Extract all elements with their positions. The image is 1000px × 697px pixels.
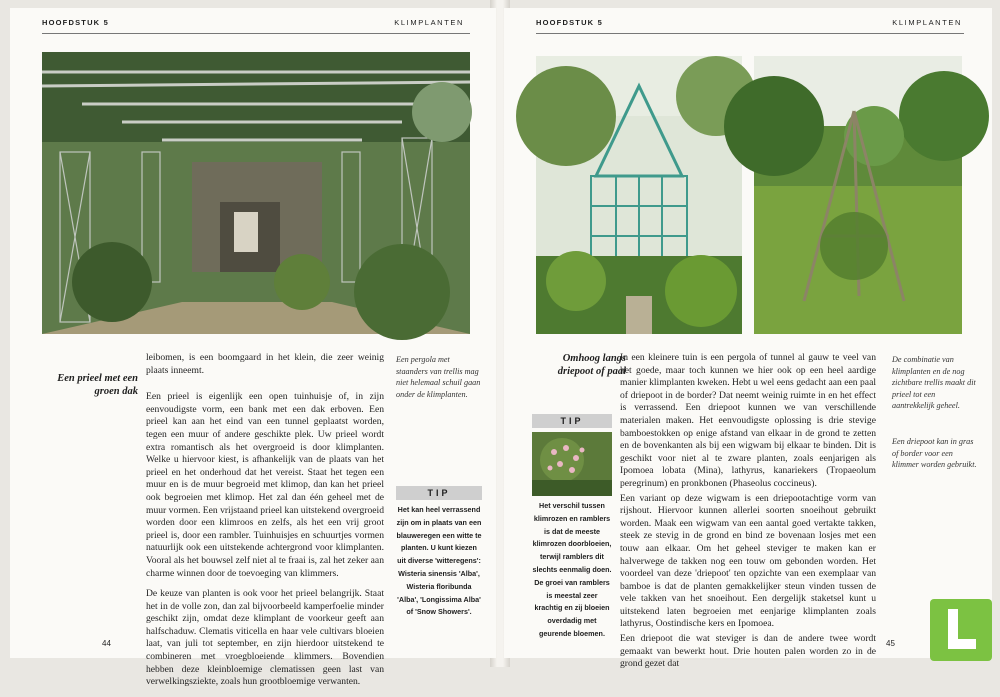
tip-text: Het verschil tussen klimrozen en ramblers is dat de meeste klimrozen doorbloeien, terwijl ramblers dit slechts eenmalig doen. De groei van ramblers is meestal zeer krachtig en zij bloeien overdadig met geurende bloemen. <box>532 501 612 638</box>
photo-caption: Een pergola met staanders van trellis mag niet helemaal schuil gaan onder de klimplanten. <box>396 355 481 399</box>
caption-trellis: De combinatie van klimplanten en de nog zichtbare trellis maakt dit prieel tot een aantrekkelijk geheel. <box>892 355 976 410</box>
header-rule <box>42 33 470 34</box>
left-page <box>10 8 496 688</box>
header-chapter: HOOFDSTUK 5 <box>536 18 603 27</box>
page-number: 45 <box>886 639 895 648</box>
logo-mark <box>948 639 976 649</box>
right-page <box>504 8 992 670</box>
caption-tripod: Een driepoot kan in gras of border voor een klimmer worden gebruikt. <box>892 437 977 469</box>
left-body-text <box>146 352 384 697</box>
tip-label: TIP <box>532 414 612 428</box>
right-body-text <box>620 352 876 679</box>
header-chapter: HOOFDSTUK 5 <box>42 18 109 27</box>
side-heading: Een prieel met een groen dak <box>57 373 138 397</box>
side-heading: Omhoog langs driepoot of paal <box>557 353 626 377</box>
intro-line: leibomen, is een boomgaard in het klein, die zeer weinig plaats inneemt. <box>146 352 384 376</box>
publisher-logo <box>930 599 992 661</box>
paragraph: Een driepoot die wat steviger is dan de andere twee wordt gemaakt van bewerkt hout. Drie houten palen worden zo in de grond gezet dat <box>620 633 876 670</box>
header-rule <box>536 33 964 34</box>
paragraph: Een variant op deze wigwam is een driepootachtige vorm van rijshout. Hiervoor kunnen allerlei soorten snoeihout gebruikt worden. Maak een wigwam van een aantal goed vertakte takken, steek ze stevig in de grond en bind ze bovenaan losjes met een touw aan elkaar. Om het geheel steviger te maken kan er halverwege de takken nog een touw om gebonden worden. Het voordeel van deze 'driepoot' ten opzichte van een exemplaar van bamboe is dat de planten gemakkelijker steun vinden tussen de vele takken van het snoeihout. Een dergelijk staketsel kunt u uitstekend laten begroeien met eenjarige klimplanten zoals lathyrus, Oostindische kers en Ipomoea. <box>620 492 876 630</box>
paragraph: Een prieel is eigenlijk een open tuinhuisje of, in zijn eenvoudigste vorm, een bank met een dak erboven. Een prieel kan aan het eind van een tunnel geplaatst worden, tegen een muur of andere geschikte plek. Uw prieel wordt extra romantisch als het overgroeid is door klimplanten. Welke u hiervoor kiest, is afhankelijk van de plaats van het prieel en het onderhoud dat het vereist. Staat het tegen een muur en is de muur begroeid met klimop, dan kan het prieel ook begroeien met klimop. Het zal dan één geheel met de muur vormen. Een vrijstaand prieel kan uitstekend overgroeid worden door een klimroos en zelfs, als het een vrij groot prieel is, door een rambler. Tuinhuisjes en schuurtjes vormen natuurlijk ook een uitstekende achtergrond voor klimplanten. Vooral als het bouwsel zelf niet al te fraai is, zal het zeker aan charme winnen door de toevoeging van klimmers. <box>146 391 384 579</box>
pergola-photo <box>42 52 470 334</box>
tripod-photo <box>754 56 962 334</box>
tip-text: Het kan heel verrassend zijn om in plaats van een blauweregen een witte te planten. U kunt kiezen uit diverse 'witteregens': Wisteria sinensis 'Alba', Wisteria floribunda 'Alba', 'Longissima Alba' of 'Snow Showers'. <box>396 505 482 617</box>
roses-photo <box>532 432 612 496</box>
tip-box <box>396 486 482 619</box>
trellis-arbour-photo <box>536 56 742 334</box>
paragraph: De keuze van planten is ook voor het prieel belangrijk. Staat het in de volle zon, dan zal bijvoorbeeld kamperfoelie minder geschikt zijn, omdat deze klimplant de voorkeur geeft aan halfschaduw. Clematis viticella en haar vele cultivars bloeien laat, van juli tot september, en zijn hierdoor uitstekend te combineren met vroegbloeiende klimmers. Bovendien hebben deze kleinbloemige clematissen geen last van verwelkingsziekte, zoals hun grootbloemige verwanten. <box>146 588 384 688</box>
tip-box <box>532 414 612 641</box>
paragraph: In een kleinere tuin is een pergola of tunnel al gauw te veel van het goede, maar toch kunnen we hier ook op een heel aardige manier klimplanten kweken. Hebt u wel eens gedacht aan een paal of driepoot in de border? Dat neemt weinig ruimte in en het effect is verrassend. Een driepoot kunnen we van verschillende materialen maken. Het eenvoudigste oplossing is drie stevige bamboestokken op enige afstand van elkaar in de grond te zetten en de bovenkanten als bij een wigwam bij elkaar te binden. Dit is geschikt voor niet al te zware planten, zoals eenjarigen als Ipomoea lobata (Mina), lathyrus, kanariekers (Tropaeolum peregrinum) en pronkbonen (Phaseolus coccineus). <box>620 352 876 489</box>
tip-label: TIP <box>396 486 482 500</box>
page-number: 44 <box>102 639 111 648</box>
header-section: KLIMPLANTEN <box>394 18 464 27</box>
header-section: KLIMPLANTEN <box>892 18 962 27</box>
